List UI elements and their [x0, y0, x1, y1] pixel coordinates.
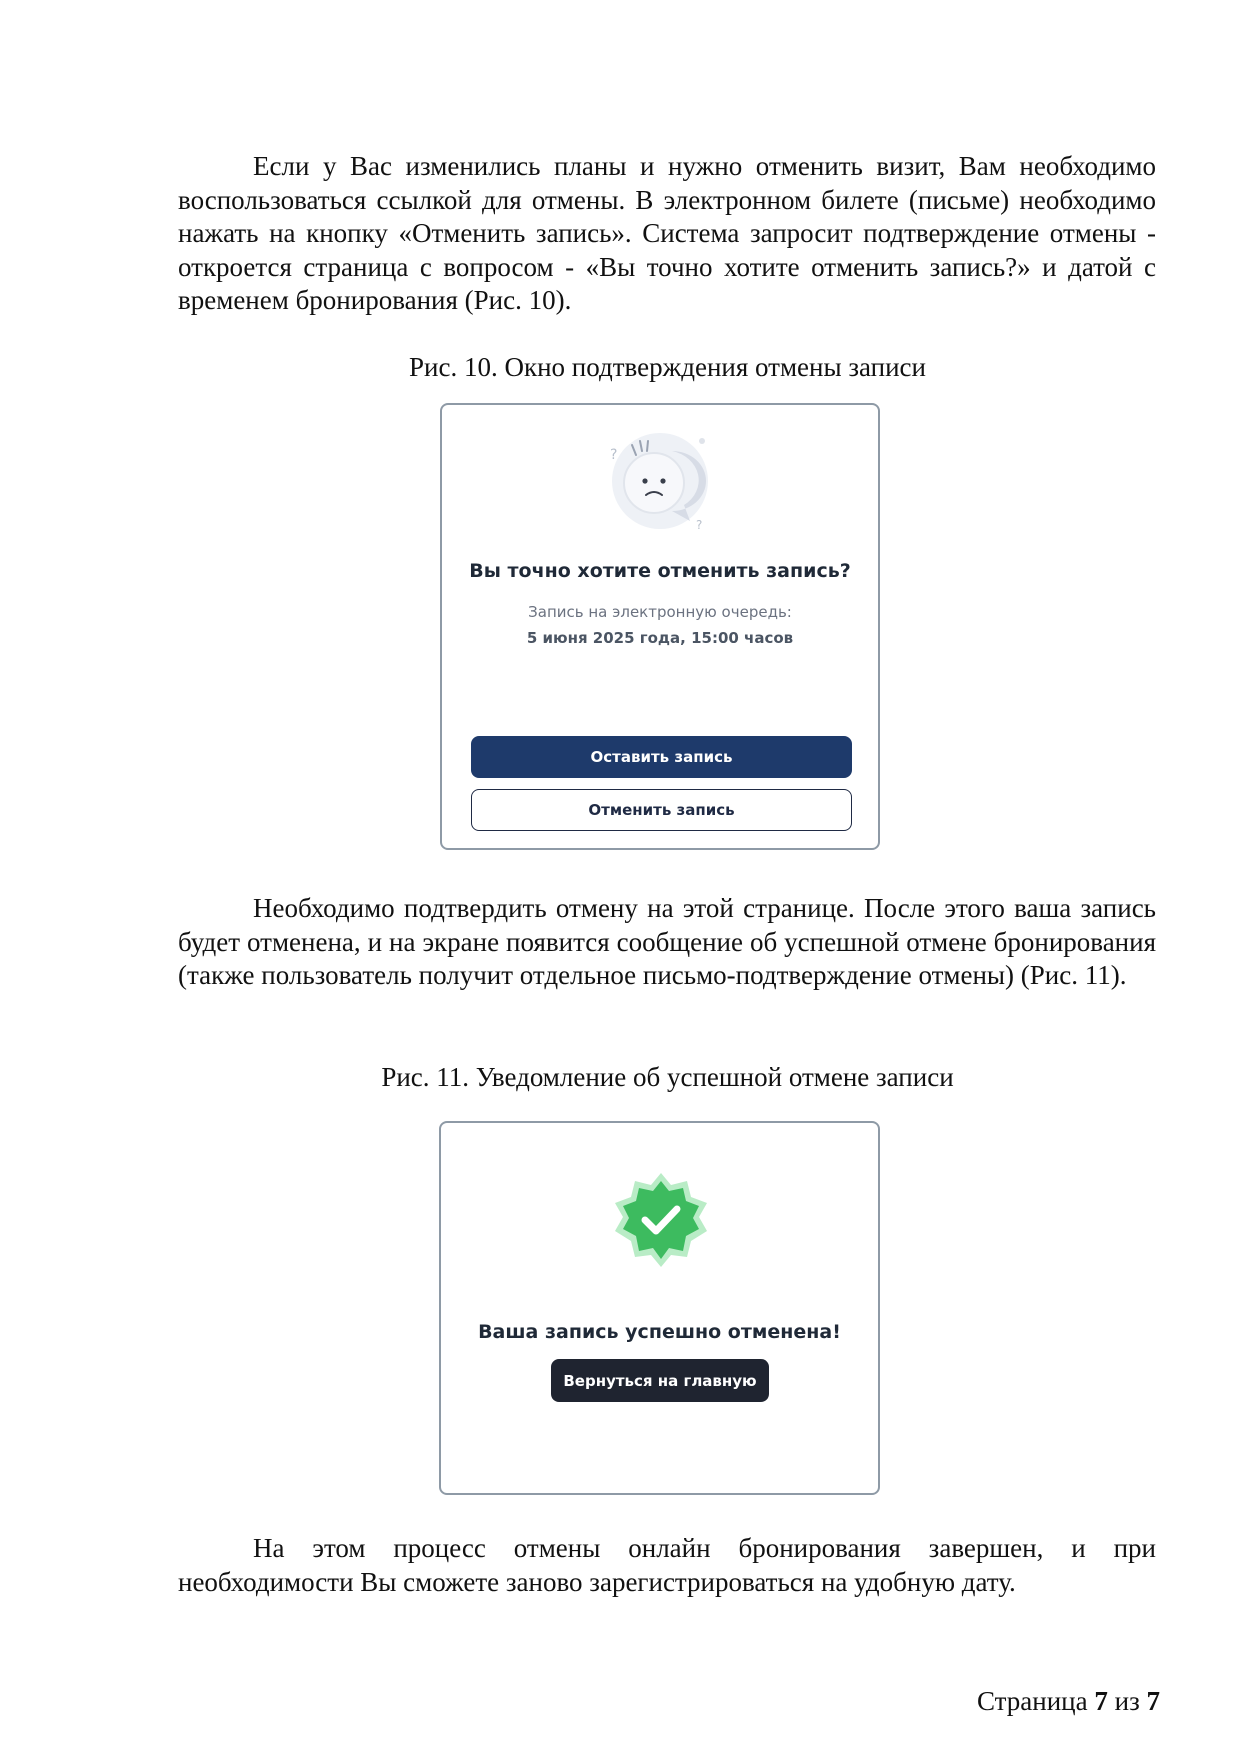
footer-page-total: 7 [1146, 1686, 1160, 1716]
paragraph-intro: Если у Вас изменились планы и нужно отменить визит, Вам необходимо воспользоваться ссылкой для отмены. В электронном билете (письме) необходимо нажать на кнопку «Отменить запись». Система запросит подтверждение отмены - откроется страница с вопросом - «Вы точно хотите отменить запись?» и датой с временем бронирования (Рис. 10). [178, 151, 1156, 315]
figure-10-caption: Рис. 10. Окно подтверждения отмены записи [409, 352, 926, 382]
confirm-question-title: Вы точно хотите отменить запись? [469, 560, 851, 582]
cancel-confirmation-window [440, 403, 880, 850]
footer-middle: из [1114, 1686, 1140, 1716]
back-to-home-button[interactable]: Вернуться на главную [551, 1359, 769, 1402]
footer-prefix: Страница [977, 1686, 1088, 1716]
cancel-booking-button[interactable]: Отменить запись [471, 789, 852, 831]
booking-datetime: 5 июня 2025 года, 15:00 часов [526, 629, 794, 647]
svg-text:?: ? [696, 518, 703, 532]
keep-booking-button[interactable]: Оставить запись [471, 736, 852, 778]
queue-label: Запись на электронную очередь: [528, 603, 792, 621]
svg-text:?: ? [610, 447, 618, 463]
paragraph-final: На этом процесс отмены онлайн бронирования завершен, и при необходимости Вы сможете заново зарегистрироваться на удобную дату. [178, 1533, 1156, 1597]
cancel-success-window [439, 1121, 880, 1495]
success-check-badge-icon [611, 1171, 711, 1271]
paragraph-confirm: Необходимо подтвердить отмену на этой странице. После этого ваша запись будет отменена, и на экране появится сообщение об успешной отмене бронирования (также пользователь получит отдельное письмо-подтверждение отмены) (Рис. 11). [178, 893, 1156, 990]
footer-page-number: 7 [1094, 1686, 1108, 1716]
page-footer [977, 1684, 1160, 1718]
success-title: Ваша запись успешно отменена! [478, 1321, 841, 1343]
figure-11-caption: Рис. 11. Уведомление об успешной отмене записи [381, 1062, 954, 1092]
sad-face-chat-icon [602, 429, 722, 539]
